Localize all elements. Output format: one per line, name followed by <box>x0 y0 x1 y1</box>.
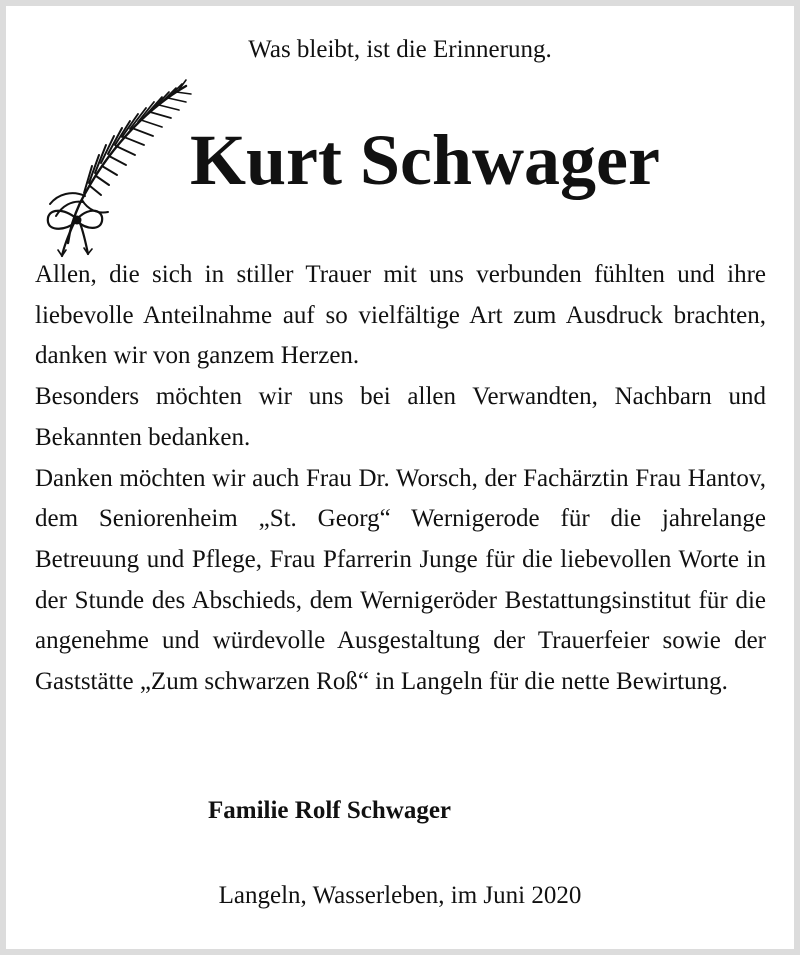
fern-branch-with-bow-icon <box>28 78 198 258</box>
paragraph-relatives: Besonders möchten wir uns bei allen Verwandten, Nachbarn und Bekannten bedanken. <box>35 383 766 451</box>
paragraph-acknowledgements: Danken möchten wir auch Frau Dr. Worsch, der Fachärztin Frau Hantov, dem Seniorenheim „St. Georg“ Wernigerode für die jahrelange Betreuung und Pflege, Frau Pfarrerin Junge für die liebevollen Worte in der Stunde des Abschieds, dem Wernigeröder Bestattungsinstitut für die angenehme und würdevolle Ausgestaltung der Trauerfeier sowie der Gaststätte „Zum schwarzen Roß“ in Langeln für die nette Bewirtung. <box>35 464 766 696</box>
family-signature: Familie Rolf Schwager <box>208 797 452 824</box>
paragraph-thanks: Allen, die sich in stiller Trauer mit uns verbunden fühlten und ihre liebevolle Anteilnahme auf so vielfältige Art zum Ausdruck brachten, danken wir von ganzem Herzen. <box>35 261 766 370</box>
place-and-date: Langeln, Wasserleben, im Juni 2020 <box>218 882 582 909</box>
deceased-name: Kurt Schwager <box>190 120 660 200</box>
thanks-text <box>35 255 766 703</box>
motto-line: Was bleibt, ist die Erinnerung. <box>248 36 552 63</box>
